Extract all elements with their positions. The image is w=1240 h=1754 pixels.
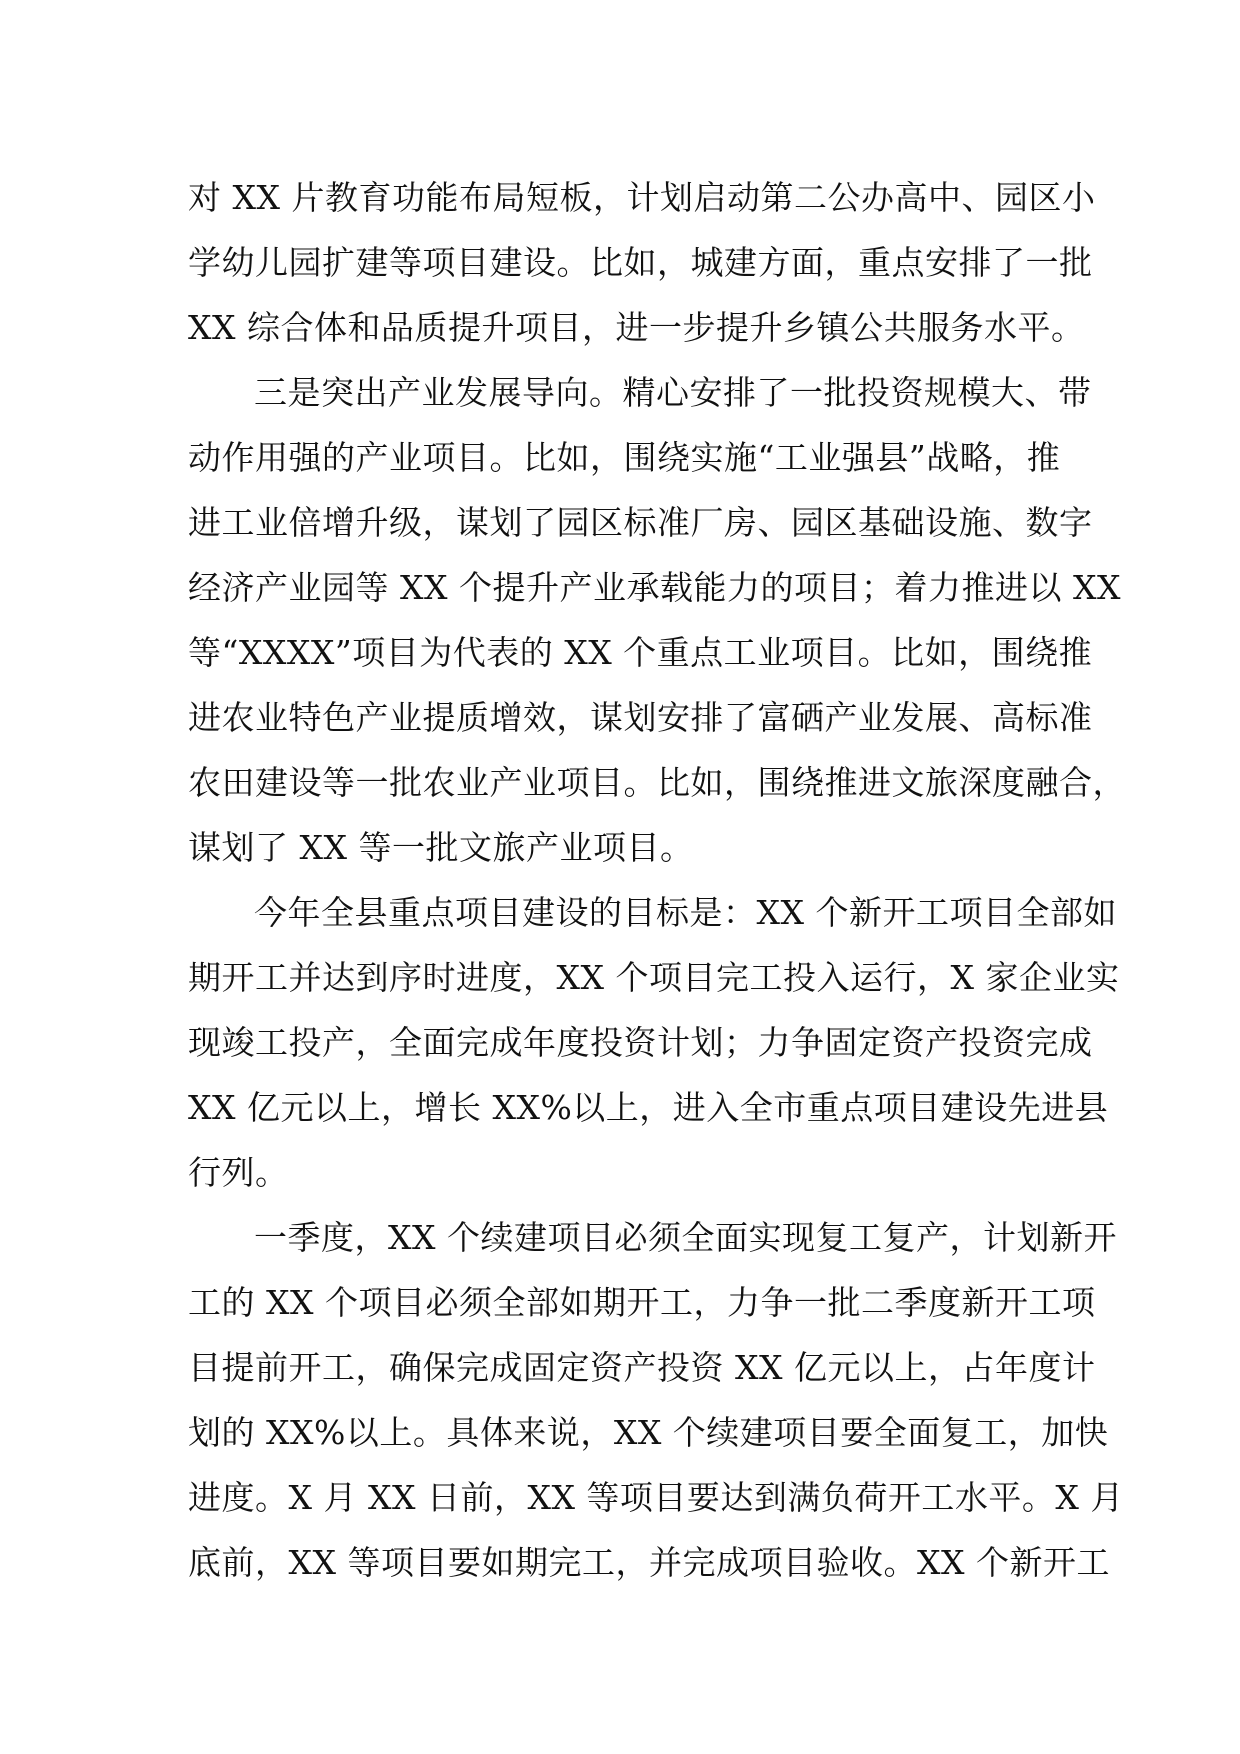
- text-line: 工的 XX 个项目必须全部如期开工，力争一批二季度新开工项: [188, 1283, 1096, 1322]
- text-line: 目提前开工，确保完成固定资产投资 XX 亿元以上，占年度计: [188, 1348, 1096, 1387]
- text-line: 农田建设等一批农业产业项目。比如，围绕推进文旅深度融合，: [188, 763, 1126, 802]
- text-line: XX 综合体和品质提升项目，进一步提升乡镇公共服务水平。: [188, 308, 1085, 347]
- text-line: 动作用强的产业项目。比如，围绕实施“工业强县”战略，推: [188, 438, 1061, 477]
- paragraph-first-line: 一季度，XX 个续建项目必须全面实现复工复产，计划新开: [254, 1218, 1117, 1257]
- text-line: 谋划了 XX 等一批文旅产业项目。: [188, 828, 694, 867]
- text-line: 经济产业园等 XX 个提升产业承载能力的项目；着力推进以 XX: [188, 568, 1121, 607]
- text-line: 期开工并达到序时进度，XX 个项目完工投入运行，X 家企业实: [188, 958, 1120, 997]
- document-body: [188, 165, 1126, 1595]
- text-line: 进度。X 月 XX 日前，XX 等项目要达到满负荷开工水平。X 月: [188, 1478, 1124, 1517]
- text-line: 进农业特色产业提质增效，谋划安排了富硒产业发展、高标准: [188, 698, 1093, 737]
- text-line: 底前，XX 等项目要如期完工，并完成项目验收。XX 个新开工: [188, 1543, 1110, 1582]
- text-line: 现竣工投产，全面完成年度投资计划；力争固定资产投资完成: [188, 1023, 1093, 1062]
- text-line: 学幼儿园扩建等项目建设。比如，城建方面，重点安排了一批: [188, 243, 1093, 282]
- text-line: XX 亿元以上，增长 XX%以上，进入全市重点项目建设先进县: [188, 1088, 1109, 1127]
- text-line: 行列。: [188, 1153, 289, 1192]
- text-line: 对 XX 片教育功能布局短板，计划启动第二公办高中、园区小: [188, 178, 1096, 217]
- paragraph-first-line: 今年全县重点项目建设的目标是：XX 个新开工项目全部如: [254, 893, 1117, 932]
- text-line: 划的 XX%以上。具体来说，XX 个续建项目要全面复工，加快: [188, 1413, 1109, 1452]
- paragraph-first-line: 三是突出产业发展导向。精心安排了一批投资规模大、带: [254, 373, 1092, 412]
- text-line: 进工业倍增升级，谋划了园区标准厂房、园区基础设施、数字: [188, 503, 1093, 542]
- text-line: 等“XXXX”项目为代表的 XX 个重点工业项目。比如，围绕推: [188, 633, 1093, 672]
